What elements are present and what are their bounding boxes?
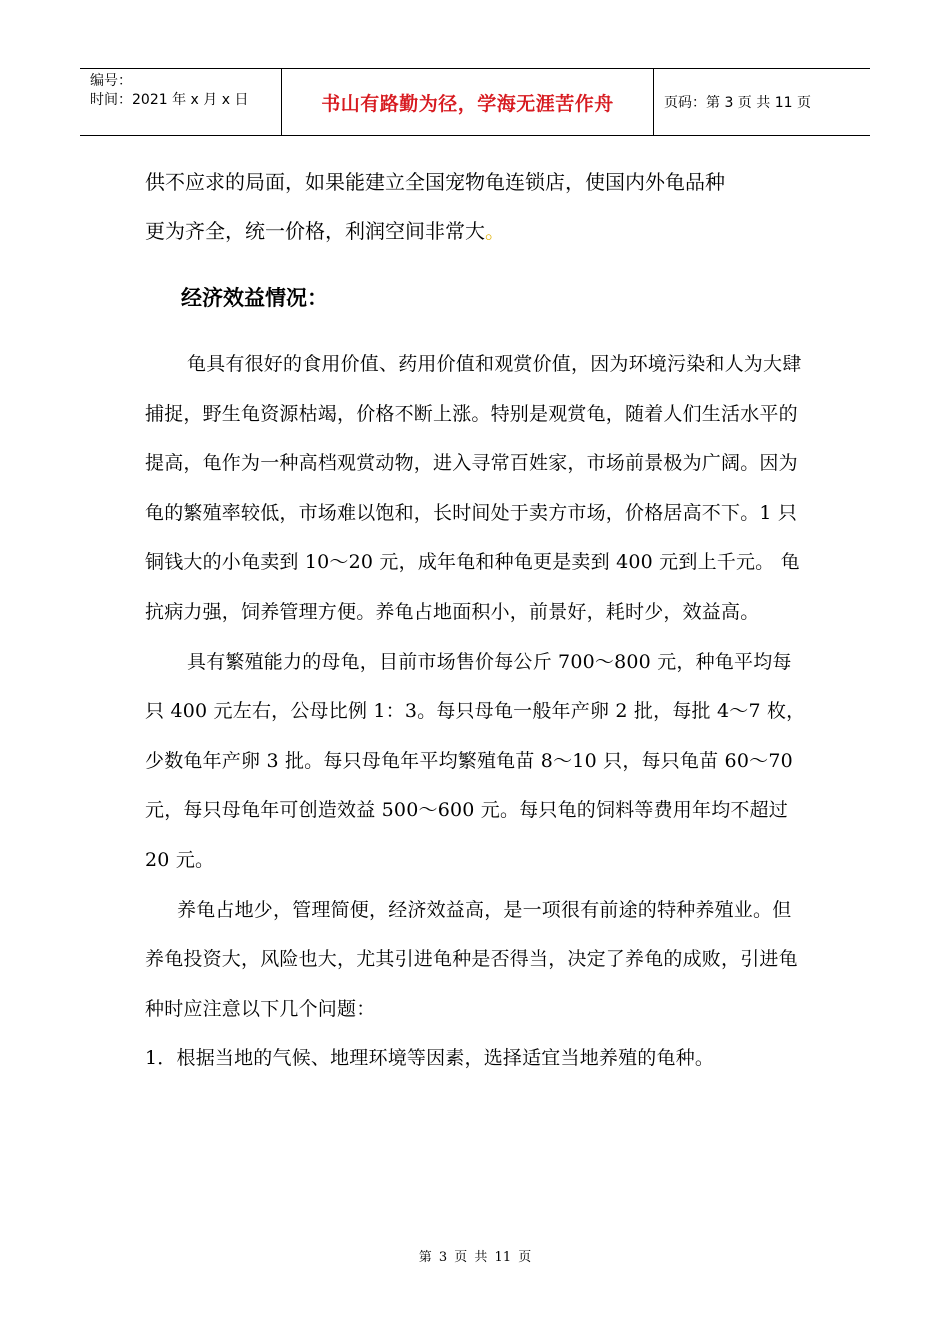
intro-line-2 <box>145 207 810 256</box>
header-motto: 书山有路勤为径，学海无涯苦作舟 <box>321 92 614 115</box>
document-body <box>145 158 810 1084</box>
intro-line-2-end: 。 <box>485 219 505 243</box>
header-meta-cell <box>80 69 282 135</box>
paragraph-1: 龟具有很好的食用价值、药用价值和观赏价值，因为环境污染和人为大肆捕捉，野生龟资源枯竭，价格不断上涨。特别是观赏龟，随着人们生活水平的提高，龟作为一种高档观赏动物，进入寻常百姓家，市场前景极为广阔。因为龟的繁殖率较低，市场难以饱和，长时间处于卖方市场，价格居高不下。1 只铜钱大的小龟卖到 10～20 元，成年龟和种龟更是卖到 400 元到上千元。 龟抗病力强，饲养管理方便。养龟占地面积小，前景好，耗时少，效益高。 <box>145 353 802 623</box>
header-motto-cell <box>282 69 654 135</box>
header-page-cell <box>654 69 870 135</box>
paragraph-2: 具有繁殖能力的母龟，目前市场售价每公斤 700～800 元，种龟平均每只 400 元左右，公母比例 1：3。每只母龟一般年产卵 2 批，每批 4～7 枚，少数龟年产卵 3 批。每只母龟年平均繁殖龟苗 8～10 只，每只龟苗 60～70 元，每只母龟年可创造效益 500～600 元。每只龟的饲料等费用年均不超过 20 元。 <box>145 650 806 871</box>
document-number-label: 编号： <box>90 73 132 89</box>
intro-line-1: 供不应求的局面，如果能建立全国宠物龟连锁店，使国内外龟品种 <box>145 170 725 194</box>
document-date: 时间：2021 年 x 月 x 日 <box>90 92 249 108</box>
header-table <box>80 68 870 136</box>
list-item-1: 1．根据当地的气候、地理环境等因素，选择适宜当地养殖的龟种。 <box>145 1047 715 1070</box>
paragraph-3: 养龟占地少，管理简便，经济效益高，是一项很有前途的特种养殖业。但养龟投资大，风险也大，尤其引进龟种是否得当，决定了养龟的成败，引进龟种时应注意以下几个问题： <box>145 898 798 1020</box>
page-footer: 第 3 页 共 11 页 <box>418 1250 532 1265</box>
header-page-code: 页码：第 3 页 共 11 页 <box>664 95 811 111</box>
section-heading: 经济效益情况： <box>181 286 328 310</box>
intro-line-2-text: 更为齐全，统一价格，利润空间非常大 <box>145 219 485 243</box>
